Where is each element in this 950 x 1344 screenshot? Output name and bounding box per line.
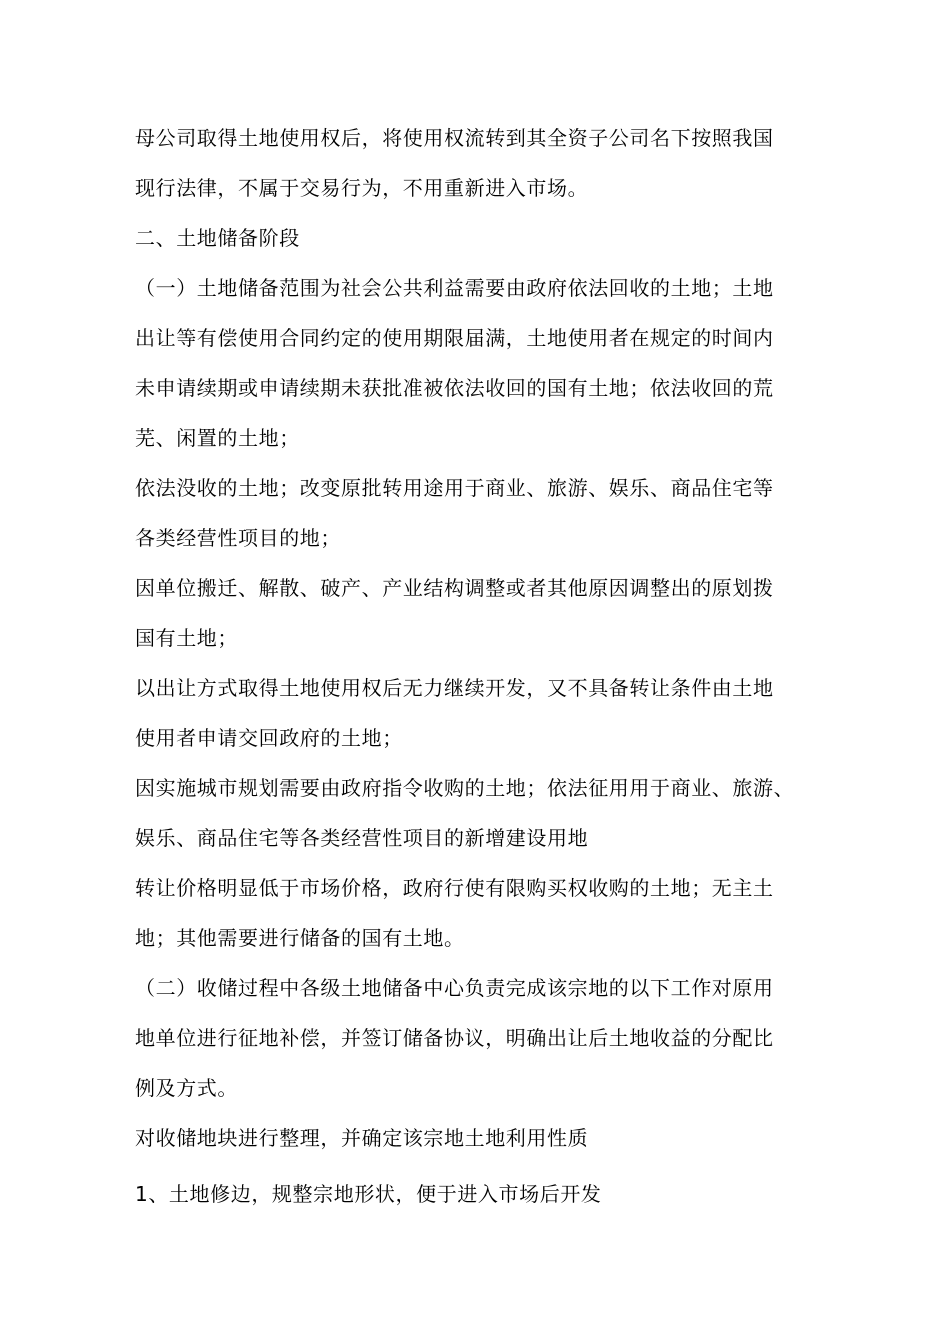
text-line: 母公司取得土地使用权后，将使用权流转到其全资子公司名下按照我国 <box>135 126 774 150</box>
text-line: 依法没收的土地；改变原批转用途用于商业、旅游、娱乐、商品住宅等 <box>135 476 774 500</box>
text-line: 娱乐、商品住宅等各类经营性项目的新增建设用地 <box>135 826 589 850</box>
text-line: （一）土地储备范围为社会公共利益需要由政府依法回收的土地；土地 <box>135 276 774 300</box>
text-line: 出让等有偿使用合同约定的使用期限届满，土地使用者在规定的时间内 <box>135 326 774 350</box>
text-line: 各类经营性项目的地； <box>135 526 341 550</box>
text-line: 地；其他需要进行储备的国有土地。 <box>135 926 465 950</box>
text-line: 以出让方式取得土地使用权后无力继续开发，又不具备转让条件由土地 <box>135 676 774 700</box>
text-line: 未申请续期或申请续期未获批准被依法收回的国有土地；依法收回的荒 <box>135 376 774 400</box>
text-line: 因实施城市规划需要由政府指令收购的土地；依法征用用于商业、旅游、 <box>135 776 795 800</box>
text-line: 国有土地； <box>135 626 238 650</box>
text-line: 现行法律，不属于交易行为，不用重新进入市场。 <box>135 176 589 200</box>
text-line: 地单位进行征地补偿，并签订储备协议，明确出让后土地收益的分配比 <box>135 1026 774 1050</box>
text-line: 例及方式。 <box>135 1076 238 1100</box>
text-line: 1、土地修边，规整宗地形状，便于进入市场后开发 <box>135 1182 602 1206</box>
section-heading: 二、土地储备阶段 <box>135 226 300 250</box>
text-line: 因单位搬迁、解散、破产、产业结构调整或者其他原因调整出的原划拨 <box>135 576 774 600</box>
text-line: 对收储地块进行整理，并确定该宗地土地利用性质 <box>135 1126 589 1150</box>
text-line: （二）收储过程中各级土地储备中心负责完成该宗地的以下工作对原用 <box>135 976 774 1000</box>
text-line: 转让价格明显低于市场价格，政府行使有限购买权收购的土地；无主土 <box>135 876 774 900</box>
text-line: 使用者申请交回政府的土地； <box>135 726 403 750</box>
text-line: 芜、闲置的土地； <box>135 426 300 450</box>
